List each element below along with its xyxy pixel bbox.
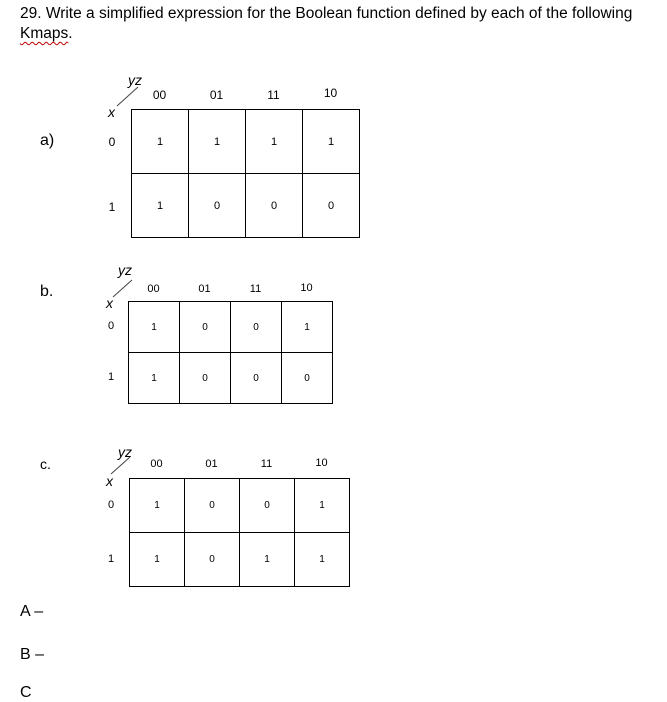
question-text: 29. Write a simplified expression for the Boolean function defined by each of the following Kmaps. xyxy=(20,5,633,42)
kmap-c-col-header: 11 xyxy=(260,458,273,470)
kmap-c-grid xyxy=(129,478,350,587)
kmap-cell: 1 xyxy=(295,479,350,533)
kmap-cell: 0 xyxy=(180,353,231,404)
kmap-cell: 0 xyxy=(180,302,231,353)
kmap-b-col-header: 11 xyxy=(249,283,262,295)
kmap-a-col-var: yz xyxy=(128,72,142,88)
kmap-cell: 1 xyxy=(129,302,180,353)
answer-line-c: C xyxy=(20,684,32,701)
part-label-a: a) xyxy=(40,132,55,149)
kmap-cell: 0 xyxy=(240,479,295,533)
kmap-c-row-header: 1 xyxy=(107,553,115,565)
part-label-b: b. xyxy=(40,283,54,300)
kmap-b-row-var: x xyxy=(106,295,113,311)
kmap-a-row-header: 0 xyxy=(108,135,116,149)
kmap-cell: 0 xyxy=(282,353,333,404)
kmap-cell: 1 xyxy=(189,110,246,174)
kmap-cell: 1 xyxy=(282,302,333,353)
kmap-b-col-header: 00 xyxy=(147,283,160,295)
kmap-c-row-header: 0 xyxy=(107,499,115,511)
kmap-a-col-header: 01 xyxy=(209,88,224,102)
kmap-b-col-header: 10 xyxy=(300,282,313,294)
kmap-cell: 1 xyxy=(240,533,295,587)
kmap-cell: 0 xyxy=(189,174,246,238)
kmap-cell: 1 xyxy=(130,533,185,587)
kmap-b-row-header: 1 xyxy=(107,371,115,383)
answer-line-a: A – xyxy=(20,603,44,620)
kmap-b-col-var: yz xyxy=(118,262,132,278)
kmap-a-col-header: 11 xyxy=(267,88,280,102)
kmap-a-col-header: 00 xyxy=(152,88,167,102)
kmap-c-col-header: 10 xyxy=(315,457,328,469)
kmap-c-row-var: x xyxy=(106,473,113,489)
kmap-cell: 1 xyxy=(132,110,189,174)
kmap-c-col-header: 00 xyxy=(150,458,163,470)
kmap-cell: 1 xyxy=(129,353,180,404)
kmap-cell: 1 xyxy=(303,110,360,174)
kmap-cell: 1 xyxy=(130,479,185,533)
kmap-b-col-header: 01 xyxy=(198,283,211,295)
kmap-cell: 0 xyxy=(231,302,282,353)
kmap-b-grid xyxy=(128,301,333,404)
kmap-c-col-header: 01 xyxy=(205,458,218,470)
kmap-b-row-header: 0 xyxy=(107,320,115,332)
kmap-cell: 0 xyxy=(185,479,240,533)
kmap-cell: 0 xyxy=(231,353,282,404)
kmap-a-row-header: 1 xyxy=(108,200,116,214)
kmap-cell: 1 xyxy=(132,174,189,238)
answer-line-b: B – xyxy=(20,646,45,663)
spellcheck-word: Kmaps xyxy=(20,25,69,42)
kmap-cell: 1 xyxy=(295,533,350,587)
kmap-cell: 0 xyxy=(246,174,303,238)
kmap-a-grid xyxy=(131,109,360,238)
kmap-a-row-var: x xyxy=(108,104,115,120)
kmap-cell: 1 xyxy=(246,110,303,174)
kmap-a-col-header: 10 xyxy=(323,86,338,100)
kmap-cell: 0 xyxy=(303,174,360,238)
kmap-c-col-var: yz xyxy=(118,444,132,460)
part-label-c: c. xyxy=(40,456,51,472)
kmap-cell: 0 xyxy=(185,533,240,587)
